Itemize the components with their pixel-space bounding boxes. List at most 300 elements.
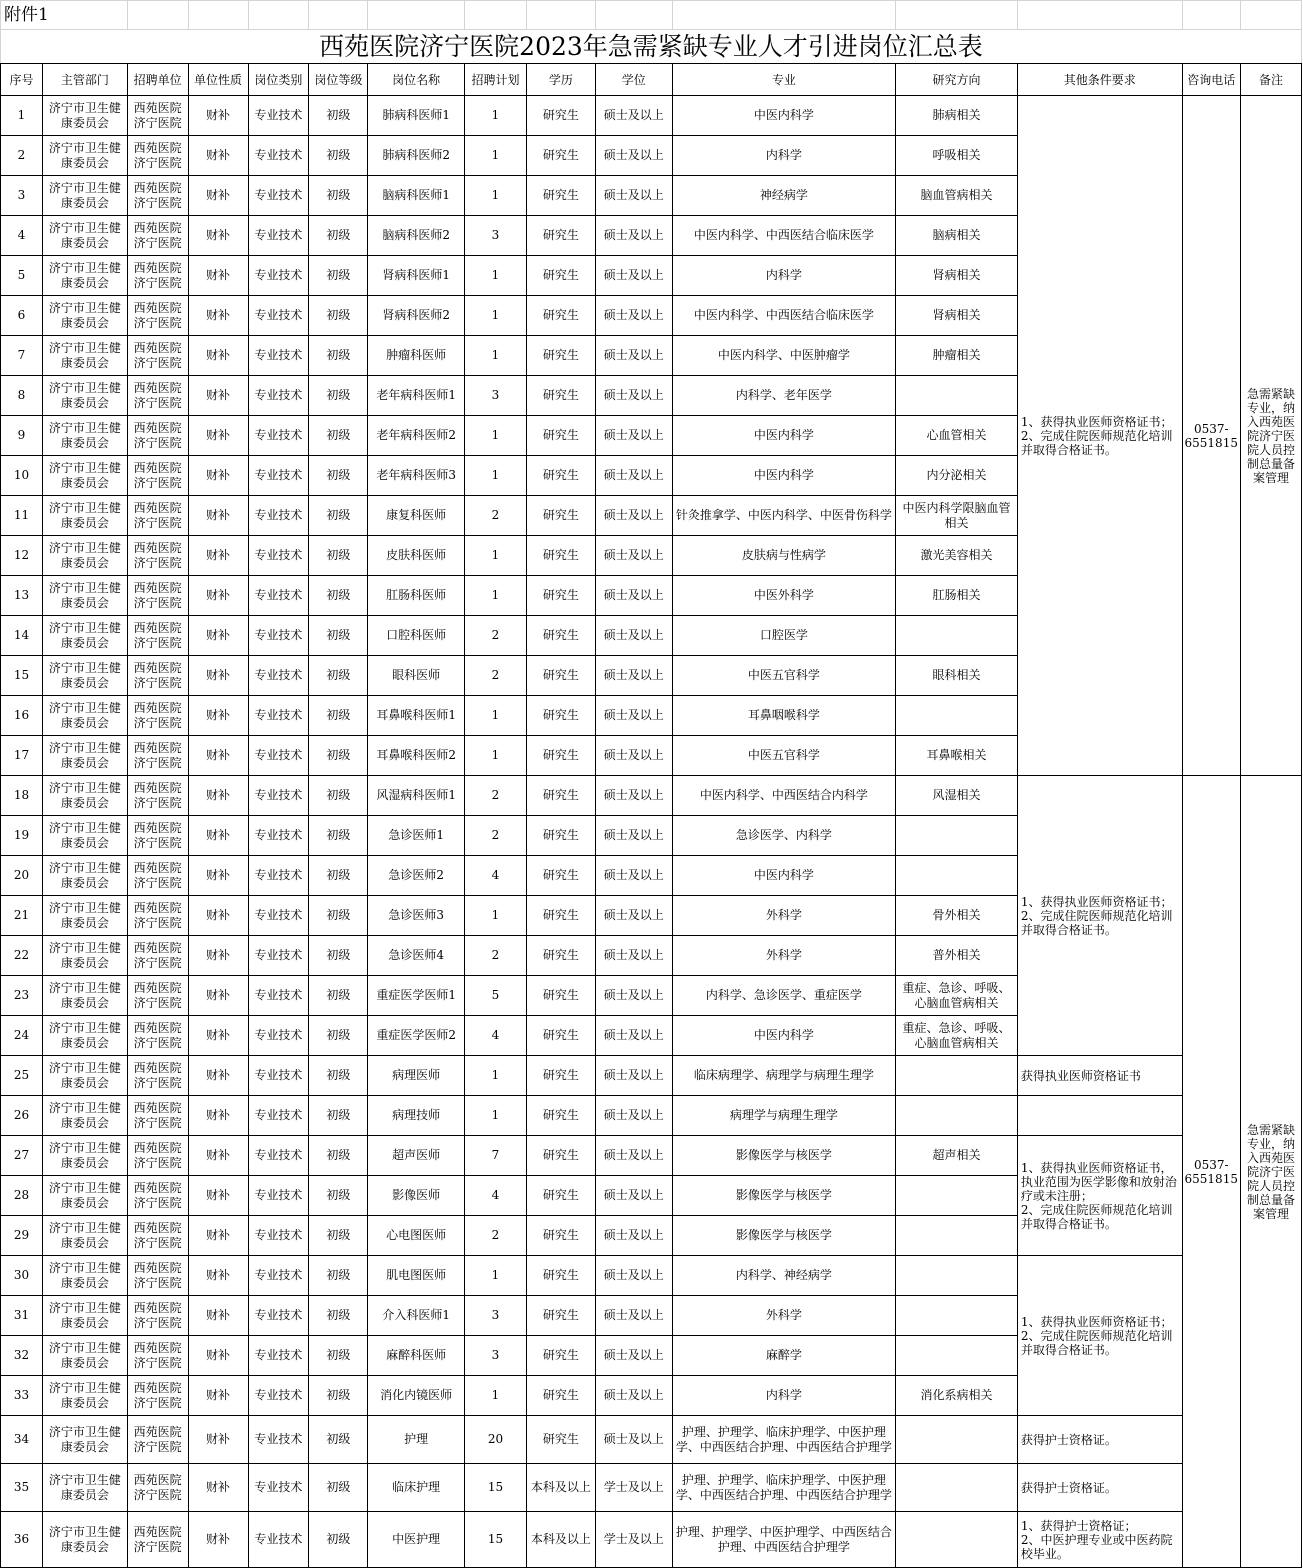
cell-no: 32 (1, 1336, 43, 1376)
cell-position: 影像医师 (368, 1176, 465, 1216)
cell-degree: 硕士及以上 (595, 456, 672, 496)
cell-nature: 财补 (188, 896, 248, 936)
table-row (1, 1256, 1302, 1296)
cell-plan: 15 (465, 1512, 527, 1568)
attachment-label: 附件1 (1, 1, 128, 30)
cell-nature: 财补 (188, 576, 248, 616)
cell-level: 初级 (309, 1016, 368, 1056)
cell-education: 研究生 (526, 1096, 595, 1136)
cell-direction (896, 1176, 1018, 1216)
cell-nature: 财补 (188, 376, 248, 416)
cell-dept: 济宁市卫生健康委员会 (42, 576, 127, 616)
cell-level: 初级 (309, 976, 368, 1016)
cell-dept: 济宁市卫生健康委员会 (42, 856, 127, 896)
cell-level: 初级 (309, 96, 368, 136)
cell-position: 肺病科医师1 (368, 96, 465, 136)
cell-direction (896, 1296, 1018, 1336)
cell-education: 研究生 (526, 1336, 595, 1376)
cell-other-requirements: 获得护士资格证。 (1017, 1416, 1182, 1464)
cell-no: 21 (1, 896, 43, 936)
cell-education: 研究生 (526, 976, 595, 1016)
cell-category: 专业技术 (248, 456, 309, 496)
header-cell: 序号 (1, 64, 43, 96)
cell-category: 专业技术 (248, 856, 309, 896)
cell-category: 专业技术 (248, 936, 309, 976)
cell-direction (896, 1056, 1018, 1096)
cell-level: 初级 (309, 1136, 368, 1176)
cell-direction (896, 696, 1018, 736)
cell-major: 中医内科学、中医肿瘤学 (672, 336, 895, 376)
cell-plan: 1 (465, 1256, 527, 1296)
cell-degree: 硕士及以上 (595, 96, 672, 136)
cell-major: 影像医学与核医学 (672, 1176, 895, 1216)
cell-nature: 财补 (188, 1336, 248, 1376)
cell-level: 初级 (309, 216, 368, 256)
cell-level: 初级 (309, 456, 368, 496)
cell-degree: 硕士及以上 (595, 776, 672, 816)
cell-no: 34 (1, 1416, 43, 1464)
cell-dept: 济宁市卫生健康委员会 (42, 816, 127, 856)
cell-degree: 硕士及以上 (595, 216, 672, 256)
cell-dept: 济宁市卫生健康委员会 (42, 536, 127, 576)
cell-plan: 1 (465, 456, 527, 496)
cell-nature: 财补 (188, 416, 248, 456)
cell-no: 14 (1, 616, 43, 656)
header-cell: 岗位等级 (309, 64, 368, 96)
cell-position: 口腔科医师 (368, 616, 465, 656)
cell-no: 20 (1, 856, 43, 896)
cell-nature: 财补 (188, 216, 248, 256)
cell-nature: 财补 (188, 536, 248, 576)
cell-category: 专业技术 (248, 736, 309, 776)
cell-education: 研究生 (526, 296, 595, 336)
cell-level: 初级 (309, 1376, 368, 1416)
cell-no: 29 (1, 1216, 43, 1256)
cell-education: 研究生 (526, 216, 595, 256)
cell-unit: 西苑医院济宁医院 (127, 616, 188, 656)
cell-plan: 1 (465, 336, 527, 376)
cell-position: 心电图医师 (368, 1216, 465, 1256)
cell-position: 眼科医师 (368, 656, 465, 696)
cell-no: 2 (1, 136, 43, 176)
title-row (1, 30, 1302, 64)
table-row (1, 1512, 1302, 1568)
cell-unit: 西苑医院济宁医院 (127, 256, 188, 296)
cell-category: 专业技术 (248, 496, 309, 536)
cell-level: 初级 (309, 536, 368, 576)
cell-no: 33 (1, 1376, 43, 1416)
cell-direction: 心血管相关 (896, 416, 1018, 456)
cell-category: 专业技术 (248, 1096, 309, 1136)
page-title: 西苑医院济宁医院2023年急需紧缺专业人才引进岗位汇总表 (1, 30, 1302, 64)
cell-position: 脑病科医师1 (368, 176, 465, 216)
header-cell: 学位 (595, 64, 672, 96)
cell-education: 研究生 (526, 176, 595, 216)
cell-degree: 硕士及以上 (595, 136, 672, 176)
cell-level: 初级 (309, 1096, 368, 1136)
cell-dept: 济宁市卫生健康委员会 (42, 336, 127, 376)
cell-category: 专业技术 (248, 816, 309, 856)
cell-other-requirements: 获得执业医师资格证书 (1017, 1056, 1182, 1096)
header-cell: 专业 (672, 64, 895, 96)
cell-plan: 1 (465, 1096, 527, 1136)
cell-dept: 济宁市卫生健康委员会 (42, 1464, 127, 1512)
cell-major: 影像医学与核医学 (672, 1136, 895, 1176)
cell-level: 初级 (309, 776, 368, 816)
cell-major: 内科学、老年医学 (672, 376, 895, 416)
cell-other-requirements: 1、获得执业医师资格证书； 2、完成住院医师规范化培训并取得合格证书。 (1017, 1256, 1182, 1416)
header-row (1, 64, 1302, 96)
cell-direction (896, 1216, 1018, 1256)
cell-education: 研究生 (526, 656, 595, 696)
cell-major: 中医内科学、中西医结合临床医学 (672, 296, 895, 336)
cell-dept: 济宁市卫生健康委员会 (42, 1016, 127, 1056)
cell-direction: 脑血管病相关 (896, 176, 1018, 216)
cell-direction (896, 376, 1018, 416)
cell-major: 外科学 (672, 936, 895, 976)
cell-level: 初级 (309, 136, 368, 176)
header-cell: 主管部门 (42, 64, 127, 96)
cell-position: 中医护理 (368, 1512, 465, 1568)
cell-no: 23 (1, 976, 43, 1016)
cell-category: 专业技术 (248, 1056, 309, 1096)
cell-position: 病理技师 (368, 1096, 465, 1136)
cell-unit: 西苑医院济宁医院 (127, 776, 188, 816)
cell-dept: 济宁市卫生健康委员会 (42, 1376, 127, 1416)
cell-remark: 急需紧缺专业，纳入西苑医院济宁医院人员控制总量备案管理 (1240, 96, 1301, 776)
cell-direction: 呼吸相关 (896, 136, 1018, 176)
cell-major: 麻醉学 (672, 1336, 895, 1376)
cell-no: 35 (1, 1464, 43, 1512)
cell-no: 28 (1, 1176, 43, 1216)
cell-direction: 内分泌相关 (896, 456, 1018, 496)
cell-education: 研究生 (526, 1056, 595, 1096)
cell-unit: 西苑医院济宁医院 (127, 416, 188, 456)
cell-dept: 济宁市卫生健康委员会 (42, 696, 127, 736)
cell-education: 研究生 (526, 616, 595, 656)
cell-degree: 硕士及以上 (595, 1016, 672, 1056)
cell-major: 神经病学 (672, 176, 895, 216)
cell-level: 初级 (309, 936, 368, 976)
cell-dept: 济宁市卫生健康委员会 (42, 896, 127, 936)
header-cell: 学历 (526, 64, 595, 96)
cell-education: 研究生 (526, 736, 595, 776)
cell-no: 25 (1, 1056, 43, 1096)
cell-position: 脑病科医师2 (368, 216, 465, 256)
header-cell: 岗位名称 (368, 64, 465, 96)
cell-unit: 西苑医院济宁医院 (127, 1336, 188, 1376)
cell-position: 耳鼻喉科医师1 (368, 696, 465, 736)
cell-major: 中医内科学、中西医结合内科学 (672, 776, 895, 816)
cell-level: 初级 (309, 1512, 368, 1568)
cell-category: 专业技术 (248, 1416, 309, 1464)
cell-direction: 肿瘤相关 (896, 336, 1018, 376)
cell-dept: 济宁市卫生健康委员会 (42, 1216, 127, 1256)
cell-plan: 1 (465, 736, 527, 776)
cell-degree: 学士及以上 (595, 1512, 672, 1568)
cell-nature: 财补 (188, 296, 248, 336)
cell-no: 17 (1, 736, 43, 776)
cell-education: 研究生 (526, 896, 595, 936)
cell-position: 重症医学医师2 (368, 1016, 465, 1056)
cell-nature: 财补 (188, 856, 248, 896)
cell-plan: 2 (465, 936, 527, 976)
cell-direction (896, 816, 1018, 856)
cell-plan: 2 (465, 616, 527, 656)
cell-unit: 西苑医院济宁医院 (127, 696, 188, 736)
cell-degree: 硕士及以上 (595, 1256, 672, 1296)
cell-no: 1 (1, 96, 43, 136)
cell-education: 本科及以上 (526, 1512, 595, 1568)
cell-degree: 硕士及以上 (595, 1096, 672, 1136)
cell-no: 8 (1, 376, 43, 416)
cell-no: 31 (1, 1296, 43, 1336)
cell-dept: 济宁市卫生健康委员会 (42, 1512, 127, 1568)
cell-plan: 1 (465, 696, 527, 736)
cell-category: 专业技术 (248, 416, 309, 456)
cell-nature: 财补 (188, 1296, 248, 1336)
cell-unit: 西苑医院济宁医院 (127, 656, 188, 696)
cell-degree: 硕士及以上 (595, 576, 672, 616)
table-row (1, 776, 1302, 816)
cell-plan: 3 (465, 376, 527, 416)
cell-dept: 济宁市卫生健康委员会 (42, 656, 127, 696)
cell-direction: 消化系病相关 (896, 1376, 1018, 1416)
cell-no: 15 (1, 656, 43, 696)
cell-plan: 1 (465, 256, 527, 296)
cell-plan: 1 (465, 536, 527, 576)
cell-degree: 硕士及以上 (595, 856, 672, 896)
cell-unit: 西苑医院济宁医院 (127, 1136, 188, 1176)
cell-degree: 学士及以上 (595, 1464, 672, 1512)
cell-category: 专业技术 (248, 336, 309, 376)
cell-nature: 财补 (188, 616, 248, 656)
cell-major: 影像医学与核医学 (672, 1216, 895, 1256)
cell-no: 19 (1, 816, 43, 856)
cell-education: 研究生 (526, 536, 595, 576)
cell-degree: 硕士及以上 (595, 1376, 672, 1416)
cell-degree: 硕士及以上 (595, 896, 672, 936)
cell-major: 中医内科学 (672, 1016, 895, 1056)
cell-nature: 财补 (188, 1136, 248, 1176)
cell-education: 研究生 (526, 416, 595, 456)
cell-plan: 1 (465, 96, 527, 136)
cell-direction (896, 1416, 1018, 1464)
cell-education: 研究生 (526, 856, 595, 896)
cell-category: 专业技术 (248, 976, 309, 1016)
cell-major: 针灸推拿学、中医内科学、中医骨伤科学 (672, 496, 895, 536)
cell-category: 专业技术 (248, 1296, 309, 1336)
cell-unit: 西苑医院济宁医院 (127, 336, 188, 376)
cell-nature: 财补 (188, 936, 248, 976)
cell-no: 30 (1, 1256, 43, 1296)
cell-major: 中医内科学 (672, 416, 895, 456)
cell-major: 内科学 (672, 1376, 895, 1416)
cell-plan: 7 (465, 1136, 527, 1176)
cell-position: 消化内镜医师 (368, 1376, 465, 1416)
cell-no: 16 (1, 696, 43, 736)
cell-direction: 风湿相关 (896, 776, 1018, 816)
cell-nature: 财补 (188, 1216, 248, 1256)
cell-unit: 西苑医院济宁医院 (127, 176, 188, 216)
header-cell: 岗位类别 (248, 64, 309, 96)
cell-degree: 硕士及以上 (595, 1416, 672, 1464)
cell-nature: 财补 (188, 336, 248, 376)
cell-dept: 济宁市卫生健康委员会 (42, 1056, 127, 1096)
cell-nature: 财补 (188, 1416, 248, 1464)
cell-direction (896, 1512, 1018, 1568)
cell-education: 研究生 (526, 256, 595, 296)
cell-position: 老年病科医师3 (368, 456, 465, 496)
cell-direction: 肛肠相关 (896, 576, 1018, 616)
cell-level: 初级 (309, 656, 368, 696)
cell-category: 专业技术 (248, 216, 309, 256)
cell-category: 专业技术 (248, 136, 309, 176)
cell-unit: 西苑医院济宁医院 (127, 1016, 188, 1056)
cell-position: 急诊医师2 (368, 856, 465, 896)
cell-dept: 济宁市卫生健康委员会 (42, 176, 127, 216)
cell-category: 专业技术 (248, 376, 309, 416)
cell-education: 研究生 (526, 496, 595, 536)
cell-no: 4 (1, 216, 43, 256)
table-row (1, 1136, 1302, 1176)
cell-level: 初级 (309, 376, 368, 416)
cell-position: 麻醉科医师 (368, 1336, 465, 1376)
cell-unit: 西苑医院济宁医院 (127, 896, 188, 936)
cell-direction: 耳鼻喉相关 (896, 736, 1018, 776)
cell-position: 介入科医师1 (368, 1296, 465, 1336)
cell-direction (896, 1096, 1018, 1136)
cell-position: 肾病科医师2 (368, 296, 465, 336)
cell-category: 专业技术 (248, 696, 309, 736)
cell-direction: 普外相关 (896, 936, 1018, 976)
cell-level: 初级 (309, 736, 368, 776)
cell-degree: 硕士及以上 (595, 296, 672, 336)
cell-nature: 财补 (188, 1512, 248, 1568)
cell-category: 专业技术 (248, 656, 309, 696)
cell-plan: 2 (465, 816, 527, 856)
cell-major: 临床病理学、病理学与病理生理学 (672, 1056, 895, 1096)
cell-nature: 财补 (188, 976, 248, 1016)
cell-plan: 1 (465, 416, 527, 456)
cell-position: 肾病科医师1 (368, 256, 465, 296)
cell-education: 研究生 (526, 816, 595, 856)
cell-plan: 20 (465, 1416, 527, 1464)
cell-dept: 济宁市卫生健康委员会 (42, 1336, 127, 1376)
cell-education: 研究生 (526, 1416, 595, 1464)
cell-unit: 西苑医院济宁医院 (127, 976, 188, 1016)
cell-no: 7 (1, 336, 43, 376)
cell-plan: 1 (465, 136, 527, 176)
cell-dept: 济宁市卫生健康委员会 (42, 736, 127, 776)
cell-nature: 财补 (188, 496, 248, 536)
cell-category: 专业技术 (248, 536, 309, 576)
cell-level: 初级 (309, 496, 368, 536)
cell-major: 护理、护理学、临床护理学、中医护理学、中西医结合护理、中西医结合护理学 (672, 1416, 895, 1464)
cell-major: 耳鼻咽喉科学 (672, 696, 895, 736)
header-cell: 招聘计划 (465, 64, 527, 96)
cell-nature: 财补 (188, 1096, 248, 1136)
cell-plan: 3 (465, 216, 527, 256)
cell-education: 研究生 (526, 1136, 595, 1176)
header-cell: 招聘单位 (127, 64, 188, 96)
cell-no: 11 (1, 496, 43, 536)
cell-degree: 硕士及以上 (595, 416, 672, 456)
cell-category: 专业技术 (248, 1376, 309, 1416)
cell-degree: 硕士及以上 (595, 336, 672, 376)
cell-degree: 硕士及以上 (595, 536, 672, 576)
cell-plan: 2 (465, 656, 527, 696)
cell-education: 研究生 (526, 136, 595, 176)
cell-plan: 4 (465, 856, 527, 896)
cell-plan: 1 (465, 296, 527, 336)
cell-plan: 1 (465, 576, 527, 616)
cell-major: 急诊医学、内科学 (672, 816, 895, 856)
table-row (1, 1464, 1302, 1512)
cell-dept: 济宁市卫生健康委员会 (42, 376, 127, 416)
table-row (1, 1056, 1302, 1096)
cell-nature: 财补 (188, 1056, 248, 1096)
header-cell: 咨询电话 (1182, 64, 1240, 96)
cell-plan: 1 (465, 1376, 527, 1416)
cell-other-requirements: 获得护士资格证。 (1017, 1464, 1182, 1512)
table-row (1, 1096, 1302, 1136)
cell-dept: 济宁市卫生健康委员会 (42, 1136, 127, 1176)
cell-dept: 济宁市卫生健康委员会 (42, 296, 127, 336)
cell-plan: 2 (465, 496, 527, 536)
cell-no: 3 (1, 176, 43, 216)
cell-category: 专业技术 (248, 1016, 309, 1056)
cell-education: 研究生 (526, 1376, 595, 1416)
cell-position: 急诊医师1 (368, 816, 465, 856)
cell-degree: 硕士及以上 (595, 496, 672, 536)
cell-level: 初级 (309, 256, 368, 296)
cell-unit: 西苑医院济宁医院 (127, 96, 188, 136)
cell-no: 9 (1, 416, 43, 456)
cell-major: 皮肤病与性病学 (672, 536, 895, 576)
cell-major: 护理、护理学、临床护理学、中医护理学、中西医结合护理、中西医结合护理学 (672, 1464, 895, 1512)
cell-other-requirements: 1、获得执业医师资格证书； 2、完成住院医师规范化培训并取得合格证书。 (1017, 96, 1182, 776)
cell-category: 专业技术 (248, 1336, 309, 1376)
cell-category: 专业技术 (248, 96, 309, 136)
cell-no: 26 (1, 1096, 43, 1136)
cell-phone: 0537-6551815 (1182, 776, 1240, 1568)
cell-education: 研究生 (526, 696, 595, 736)
cell-plan: 4 (465, 1176, 527, 1216)
cell-level: 初级 (309, 1296, 368, 1336)
cell-direction: 重症、急诊、呼吸、心脑血管病相关 (896, 1016, 1018, 1056)
cell-degree: 硕士及以上 (595, 936, 672, 976)
cell-major: 内科学、急诊医学、重症医学 (672, 976, 895, 1016)
cell-direction (896, 1464, 1018, 1512)
cell-major: 中医五官科学 (672, 656, 895, 696)
cell-nature: 财补 (188, 1016, 248, 1056)
cell-unit: 西苑医院济宁医院 (127, 1464, 188, 1512)
cell-plan: 1 (465, 176, 527, 216)
cell-education: 研究生 (526, 1296, 595, 1336)
cell-direction (896, 1256, 1018, 1296)
cell-position: 风湿病科医师1 (368, 776, 465, 816)
cell-category: 专业技术 (248, 616, 309, 656)
cell-position: 康复科医师 (368, 496, 465, 536)
cell-education: 研究生 (526, 576, 595, 616)
cell-category: 专业技术 (248, 1136, 309, 1176)
cell-category: 专业技术 (248, 1176, 309, 1216)
cell-education: 研究生 (526, 376, 595, 416)
cell-unit: 西苑医院济宁医院 (127, 1256, 188, 1296)
cell-direction: 激光美容相关 (896, 536, 1018, 576)
cell-degree: 硕士及以上 (595, 256, 672, 296)
